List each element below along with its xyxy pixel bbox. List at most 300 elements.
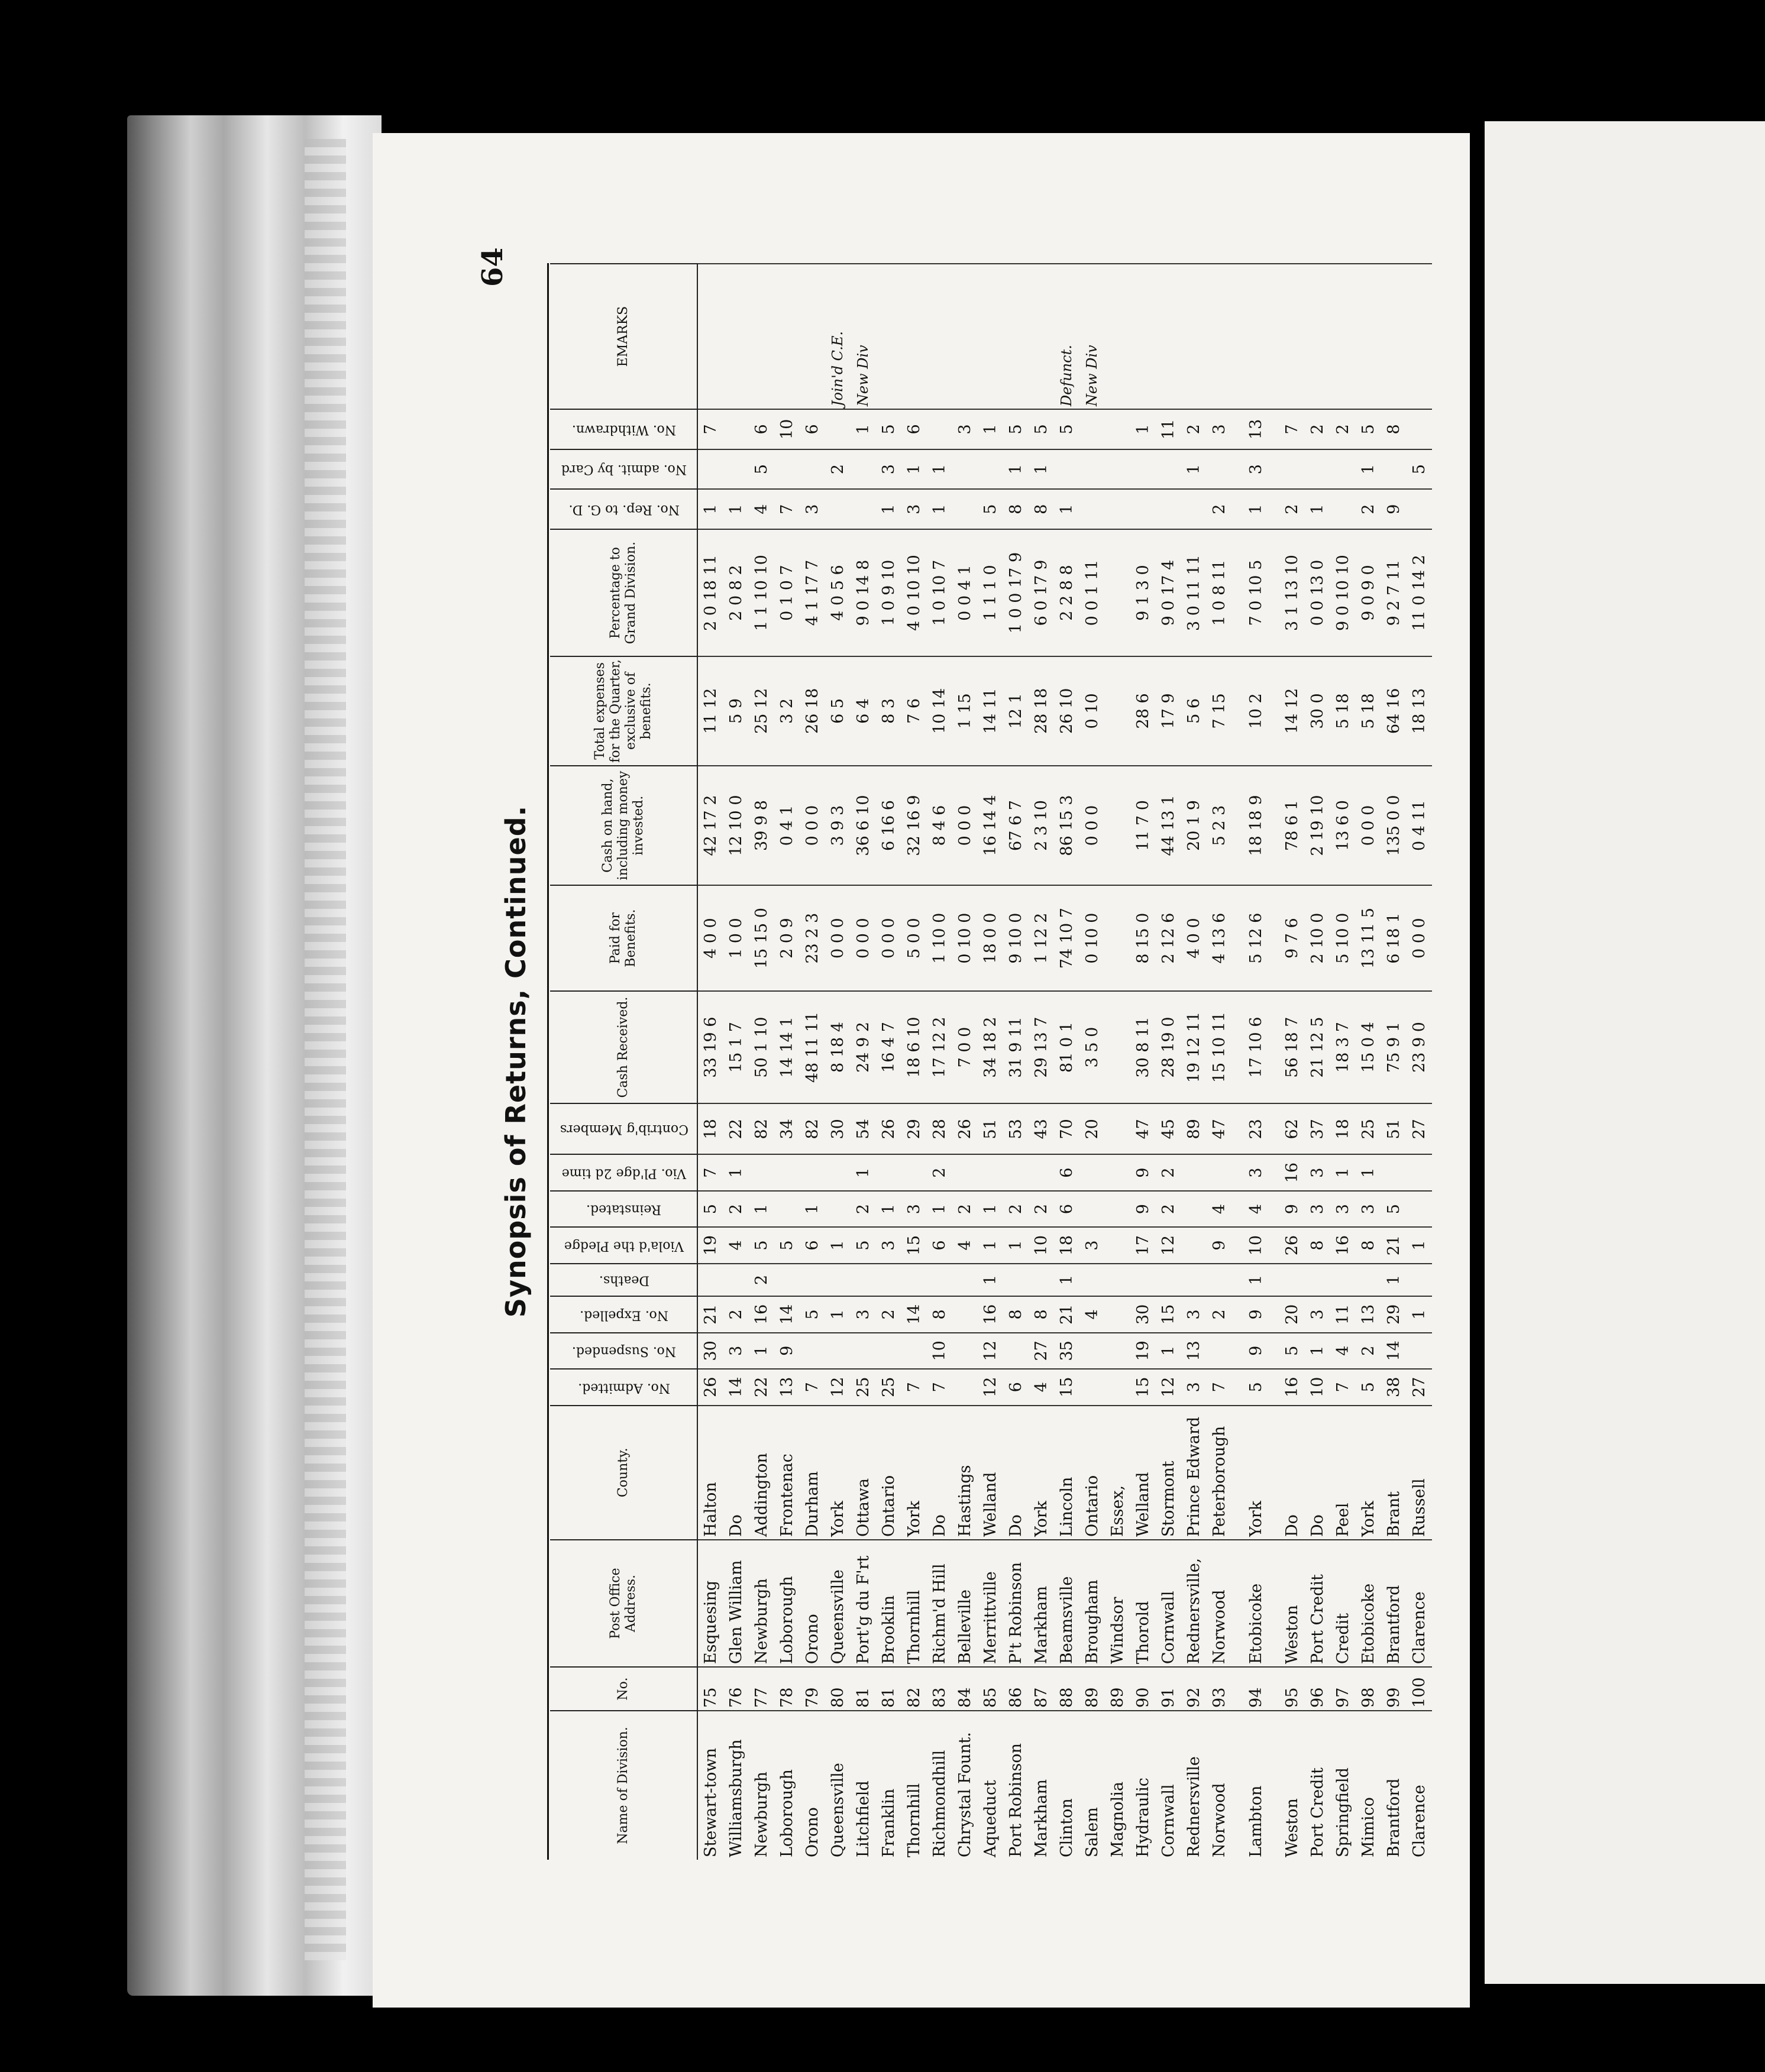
table-cell: 1 (1130, 409, 1156, 449)
top-rule (547, 263, 549, 1860)
table-cell (1356, 1264, 1381, 1296)
table-cell: 16 (749, 1296, 774, 1332)
table-body (697, 264, 1432, 1860)
table-cell: York (825, 1406, 851, 1540)
table-row (1407, 264, 1432, 1860)
table-row (1156, 264, 1181, 1860)
table-cell: Addington (749, 1406, 774, 1540)
table-cell: 1 (978, 1264, 1003, 1296)
table-cell (1279, 1264, 1305, 1296)
table-cell (1130, 449, 1156, 490)
table-cell (1105, 1103, 1130, 1154)
table-cell: 11 (1330, 1296, 1356, 1332)
table-cell: 9 (1381, 489, 1407, 529)
table-cell: 2 (723, 1191, 749, 1227)
table-cell: 28 (927, 1103, 952, 1154)
table-cell: 2 (825, 449, 851, 490)
table-cell: 3 0 11 11 (1181, 529, 1207, 656)
table-cell: 26 10 (1054, 656, 1079, 765)
table-cell (1029, 1154, 1054, 1190)
table-cell: 3 2 (774, 656, 800, 765)
table-cell: Halton (697, 1406, 723, 1540)
table-cell: Mimico (1356, 1711, 1381, 1860)
table-cell: Queensville (825, 1711, 851, 1860)
table-cell: 2 (1356, 1333, 1381, 1369)
table-cell (1079, 1333, 1105, 1369)
table-cell: 16 (978, 1296, 1003, 1332)
table-cell: 2 0 9 (774, 885, 800, 990)
table-cell (1407, 264, 1432, 409)
table-cell: 82 (749, 1103, 774, 1154)
table-cell: 1 (876, 489, 901, 529)
table-cell: Hastings (952, 1406, 978, 1540)
table-cell: 1 (1003, 449, 1029, 490)
table-cell: Stewart-town (697, 1711, 723, 1860)
table-cell: 4 13 6 (1207, 885, 1232, 990)
table-cell (1407, 489, 1432, 529)
table-cell: 9 (774, 1333, 800, 1369)
table-cell (1181, 1154, 1207, 1190)
table-cell: Ottawa (851, 1406, 876, 1540)
table-cell: 17 12 2 (927, 991, 952, 1104)
table-cell: 6 18 1 (1381, 885, 1407, 990)
table-row (901, 264, 927, 1860)
table-cell: 2 (1156, 1191, 1181, 1227)
table-cell: 10 14 (927, 656, 952, 765)
table-cell (1105, 656, 1130, 765)
table-cell (1181, 1264, 1207, 1296)
table-cell: 13 11 5 (1356, 885, 1381, 990)
table-cell: 3 (876, 1227, 901, 1263)
table-cell: 15 15 0 (749, 885, 774, 990)
table-cell: 5 (876, 409, 901, 449)
table-cell: 90 (1130, 1667, 1156, 1711)
table-cell: 0 0 0 (952, 766, 978, 886)
table-cell: Peterborough (1207, 1406, 1232, 1540)
table-cell (1330, 1264, 1356, 1296)
table-cell (1105, 991, 1130, 1104)
table-cell (952, 1154, 978, 1190)
table-cell: Do (1003, 1406, 1029, 1540)
table-cell: 89 (1079, 1667, 1105, 1711)
table-row (697, 264, 723, 1860)
table-cell: 23 (1232, 1103, 1279, 1154)
table-cell: 1 (1305, 1333, 1330, 1369)
table-cell: 1 (749, 1333, 774, 1369)
table-cell: Russell (1407, 1406, 1432, 1540)
table-cell: Frontenac (774, 1406, 800, 1540)
table-row (1054, 264, 1079, 1860)
table-cell: 2 (1181, 409, 1207, 449)
table-cell (1279, 264, 1305, 409)
table-cell (774, 264, 800, 409)
table-cell (1105, 1296, 1130, 1332)
table-cell (1003, 264, 1029, 409)
table-cell: 1 (851, 409, 876, 449)
table-cell: 11 (1156, 409, 1181, 449)
table-cell: Richm'd Hill (927, 1540, 952, 1667)
table-cell: 7 (1279, 409, 1305, 449)
table-cell: Ontario (1079, 1406, 1105, 1540)
table-cell: 5 (749, 449, 774, 490)
table-cell: 4 (952, 1227, 978, 1263)
table-cell: 5 9 (723, 656, 749, 765)
table-cell: 0 4 1 (774, 766, 800, 886)
table-cell (1105, 766, 1130, 886)
table-cell: 5 (1279, 1333, 1305, 1369)
table-cell: 6 (800, 1227, 825, 1263)
table-cell (876, 1333, 901, 1369)
table-cell: 76 (723, 1667, 749, 1711)
table-cell (1105, 449, 1130, 490)
table-cell: Lincoln (1054, 1406, 1079, 1540)
rotated-page-content (476, 247, 1428, 1860)
table-cell: 17 (1130, 1227, 1156, 1263)
table-cell (1105, 1191, 1130, 1227)
table-cell (774, 1154, 800, 1190)
table-cell (978, 449, 1003, 490)
table-cell: 34 (774, 1103, 800, 1154)
table-cell: Do (927, 1406, 952, 1540)
table-cell: 26 18 (800, 656, 825, 765)
table-cell: 4 (1330, 1333, 1356, 1369)
table-row (927, 264, 952, 1860)
table-cell: 9 (1232, 1333, 1279, 1369)
col-expelled: No. Expelled. (550, 1296, 697, 1332)
table-cell (1279, 449, 1305, 490)
table-cell: 3 9 3 (825, 766, 851, 886)
page-title: Synopsis of Returns, Continued. (500, 805, 532, 1318)
table-cell: 82 (800, 1103, 825, 1154)
table-cell: 30 8 11 (1130, 991, 1156, 1104)
table-cell: 2 (1279, 489, 1305, 529)
table-cell: 7 (1330, 1369, 1356, 1405)
table-cell: 18 (1054, 1227, 1079, 1263)
table-cell: 23 9 0 (1407, 991, 1432, 1104)
table-cell: 3 (1330, 1191, 1356, 1227)
table-cell (1130, 489, 1156, 529)
table-cell: 15 (1130, 1369, 1156, 1405)
table-cell: 1 12 2 (1029, 885, 1054, 990)
table-cell: Richmondhill (927, 1711, 952, 1860)
table-cell: 11 12 (697, 656, 723, 765)
table-cell: 2 12 6 (1156, 885, 1181, 990)
table-cell (1232, 264, 1279, 409)
table-cell (723, 264, 749, 409)
table-cell: 25 (851, 1369, 876, 1405)
table-cell: Cornwall (1156, 1540, 1181, 1667)
table-cell: 25 (876, 1369, 901, 1405)
table-cell: 9 (1130, 1154, 1156, 1190)
table-cell: 9 (1279, 1191, 1305, 1227)
table-cell: 0 0 13 0 (1305, 529, 1330, 656)
table-cell: 7 0 0 (952, 991, 978, 1104)
table-cell (901, 1154, 927, 1190)
table-cell: 2 (749, 1264, 774, 1296)
table-cell: 1 (749, 1191, 774, 1227)
table-cell: 1 (1156, 1333, 1181, 1369)
table-cell: 0 1 0 7 (774, 529, 800, 656)
table-cell (774, 449, 800, 490)
table-cell: Credit (1330, 1540, 1356, 1667)
table-cell: 8 15 0 (1130, 885, 1156, 990)
table-cell: Etobicoke (1232, 1540, 1279, 1667)
table-cell: 4 (1079, 1296, 1105, 1332)
table-cell: Chrystal Fount. (952, 1711, 978, 1860)
table-cell (952, 1296, 978, 1332)
table-cell (1330, 264, 1356, 409)
table-cell: 4 (1207, 1191, 1232, 1227)
table-cell: Weston (1279, 1711, 1305, 1860)
table-cell: 2 (952, 1191, 978, 1227)
table-cell: 7 (697, 409, 723, 449)
table-cell: 3 (800, 489, 825, 529)
table-cell: 6 4 (851, 656, 876, 765)
table-cell: 100 (1407, 1667, 1432, 1711)
table-cell: 2 (876, 1296, 901, 1332)
table-cell: 3 (1207, 409, 1232, 449)
table-cell (1305, 264, 1330, 409)
table-cell: 12 (825, 1369, 851, 1405)
table-cell: 51 (978, 1103, 1003, 1154)
table-cell: 6 (800, 409, 825, 449)
table-cell: 0 0 1 11 (1079, 529, 1105, 656)
table-cell (851, 1333, 876, 1369)
table-cell: 14 12 (1279, 656, 1305, 765)
table-cell (1130, 264, 1156, 409)
table-cell: 8 4 6 (927, 766, 952, 886)
table-cell: 1 (723, 1154, 749, 1190)
table-cell (927, 264, 952, 409)
table-cell (1407, 1191, 1432, 1227)
table-cell: 1 (1356, 1154, 1381, 1190)
table-cell (1407, 1154, 1432, 1190)
table-cell (1330, 489, 1356, 529)
table-cell: 8 18 4 (825, 991, 851, 1104)
table-cell: 2 19 10 (1305, 766, 1330, 886)
table-cell (927, 1264, 952, 1296)
table-cell: Lambton (1232, 1711, 1279, 1860)
table-cell: 33 19 6 (697, 991, 723, 1104)
table-cell: 5 (1232, 1369, 1279, 1405)
col-withdrawn: No. Withdrawn. (550, 409, 697, 449)
table-cell: 5 (697, 1191, 723, 1227)
table-cell: 12 (1156, 1369, 1181, 1405)
table-row (1356, 264, 1381, 1860)
table-cell: 54 (851, 1103, 876, 1154)
table-cell: 16 4 7 (876, 991, 901, 1104)
table-cell (978, 264, 1003, 409)
table-cell: 0 0 4 1 (952, 529, 978, 656)
table-cell (1079, 1191, 1105, 1227)
table-cell: 9 (1232, 1296, 1279, 1332)
table-cell: 1 1 1 0 (978, 529, 1003, 656)
table-cell (1105, 409, 1130, 449)
table-cell (1207, 1154, 1232, 1190)
table-cell: 8 (1029, 489, 1054, 529)
table-cell: 1 (1003, 1227, 1029, 1263)
table-cell: Port'g du F'rt (851, 1540, 876, 1667)
table-cell: 89 (1105, 1667, 1130, 1711)
table-cell: 3 (901, 489, 927, 529)
table-cell: 1 0 0 17 9 (1003, 529, 1029, 656)
table-cell: 1 1 10 10 (749, 529, 774, 656)
table-cell: 50 1 10 (749, 991, 774, 1104)
table-cell: 78 (774, 1667, 800, 1711)
table-cell: 82 (901, 1667, 927, 1711)
table-cell: Stormont (1156, 1406, 1181, 1540)
table-cell: 18 6 10 (901, 991, 927, 1104)
table-cell (1079, 1154, 1105, 1190)
table-cell: 15 (1054, 1369, 1079, 1405)
table-cell: 16 14 4 (978, 766, 1003, 886)
table-cell: 27 (1029, 1333, 1054, 1369)
table-cell: Orono (800, 1540, 825, 1667)
table-cell: 78 6 1 (1279, 766, 1305, 886)
table-cell: Litchfield (851, 1711, 876, 1860)
table-cell: 77 (749, 1667, 774, 1711)
table-cell: Do (1305, 1406, 1330, 1540)
table-cell: 23 2 3 (800, 885, 825, 990)
table-cell: 1 (978, 409, 1003, 449)
col-vio2: Vio. Pl'dge 2d time (550, 1154, 697, 1190)
table-cell (800, 449, 825, 490)
table-cell: 1 (876, 1191, 901, 1227)
table-cell: 5 (749, 1227, 774, 1263)
table-cell: York (901, 1406, 927, 1540)
table-cell: 30 (697, 1333, 723, 1369)
col-percentage: Percentage to Grand Division. (550, 529, 697, 656)
table-cell: 7 (800, 1369, 825, 1405)
table-cell: 34 18 2 (978, 991, 1003, 1104)
table-row (1130, 264, 1156, 1860)
table-cell: 31 9 11 (1003, 991, 1029, 1104)
table-cell (901, 1264, 927, 1296)
table-row (1003, 264, 1029, 1860)
table-cell (1381, 449, 1407, 490)
table-cell (1156, 489, 1181, 529)
table-cell: 7 (697, 1154, 723, 1190)
table-cell: 87 (1029, 1667, 1054, 1711)
col-members: Contrib'g Members (550, 1103, 697, 1154)
table-cell (825, 489, 851, 529)
table-cell (749, 1154, 774, 1190)
table-cell: Belleville (952, 1540, 978, 1667)
table-cell: 3 (1356, 1191, 1381, 1227)
table-cell (1003, 1333, 1029, 1369)
table-cell: 5 (1054, 409, 1079, 449)
table-cell: 29 (901, 1103, 927, 1154)
table-cell (1407, 1333, 1432, 1369)
table-cell: 7 15 (1207, 656, 1232, 765)
table-cell: 70 (1054, 1103, 1079, 1154)
table-cell: Ontario (876, 1406, 901, 1540)
table-cell: York (1356, 1406, 1381, 1540)
table-cell: 12 1 (1003, 656, 1029, 765)
facing-page (1485, 121, 1765, 1984)
table-cell: 26 (1279, 1227, 1305, 1263)
table-cell: 13 (1181, 1333, 1207, 1369)
table-cell: Loborough (774, 1540, 800, 1667)
table-cell: 8 (927, 1296, 952, 1332)
table-cell: 7 (927, 1369, 952, 1405)
table-cell (1305, 1264, 1330, 1296)
table-cell: 26 (952, 1103, 978, 1154)
table-cell (825, 1264, 851, 1296)
table-cell: 20 1 9 (1181, 766, 1207, 886)
table-cell: Brantford (1381, 1711, 1407, 1860)
table-cell (1079, 1369, 1105, 1405)
table-cell: Peel (1330, 1406, 1356, 1540)
table-cell: 25 12 (749, 656, 774, 765)
table-cell: 5 (800, 1296, 825, 1332)
table-cell: 18 13 (1407, 656, 1432, 765)
table-cell: 8 (1305, 1227, 1330, 1263)
table-cell: 81 0 1 (1054, 991, 1079, 1104)
table-cell: 74 10 7 (1054, 885, 1079, 990)
table-cell (1105, 1264, 1130, 1296)
table-cell: Port Robinson (1003, 1711, 1029, 1860)
table-cell: Durham (800, 1406, 825, 1540)
table-cell: 10 (1029, 1227, 1054, 1263)
table-cell: 91 (1156, 1667, 1181, 1711)
table-cell (825, 1154, 851, 1190)
table-cell: Aqueduct (978, 1711, 1003, 1860)
table-cell: 17 10 6 (1232, 991, 1279, 1104)
table-cell (1207, 1333, 1232, 1369)
table-cell (1356, 264, 1381, 409)
table-cell: 7 (774, 489, 800, 529)
table-cell: Do (723, 1406, 749, 1540)
table-cell: 2 (1207, 1296, 1232, 1332)
table-cell (800, 264, 825, 409)
table-cell: 3 (876, 449, 901, 490)
table-cell: Queensville (825, 1540, 851, 1667)
table-cell: 21 (1381, 1227, 1407, 1263)
table-cell (800, 1154, 825, 1190)
table-cell: 1 (901, 449, 927, 490)
table-cell: 8 3 (876, 656, 901, 765)
table-cell: 13 (1356, 1296, 1381, 1332)
table-cell: 11 0 14 2 (1407, 529, 1432, 656)
table-cell (1029, 1264, 1054, 1296)
table-cell: 1 10 0 (927, 885, 952, 990)
table-cell (851, 489, 876, 529)
table-cell: 6 (1054, 1191, 1079, 1227)
table-row (774, 264, 800, 1860)
table-cell (952, 1333, 978, 1369)
table-cell: 6 5 (825, 656, 851, 765)
table-cell: 2 (723, 1296, 749, 1332)
col-paid-benefits: Paid for Benefits. (550, 885, 697, 990)
table-cell: 6 (749, 409, 774, 449)
table-row (1279, 264, 1305, 1860)
table-cell: 4 (1029, 1369, 1054, 1405)
table-cell: Norwood (1207, 1711, 1232, 1860)
table-cell: 5 (851, 1227, 876, 1263)
table-cell (1105, 1227, 1130, 1263)
table-cell: 5 (1003, 409, 1029, 449)
table-cell: 4 (723, 1227, 749, 1263)
table-cell (1156, 449, 1181, 490)
table-cell: 4 0 5 6 (825, 529, 851, 656)
table-cell: 45 (1156, 1103, 1181, 1154)
table-cell: 1 0 8 11 (1207, 529, 1232, 656)
table-cell: 0 10 (1079, 656, 1105, 765)
table-cell: Markham (1029, 1711, 1054, 1860)
col-reinstated: Reinstated. (550, 1191, 697, 1227)
table-row (1232, 264, 1279, 1860)
